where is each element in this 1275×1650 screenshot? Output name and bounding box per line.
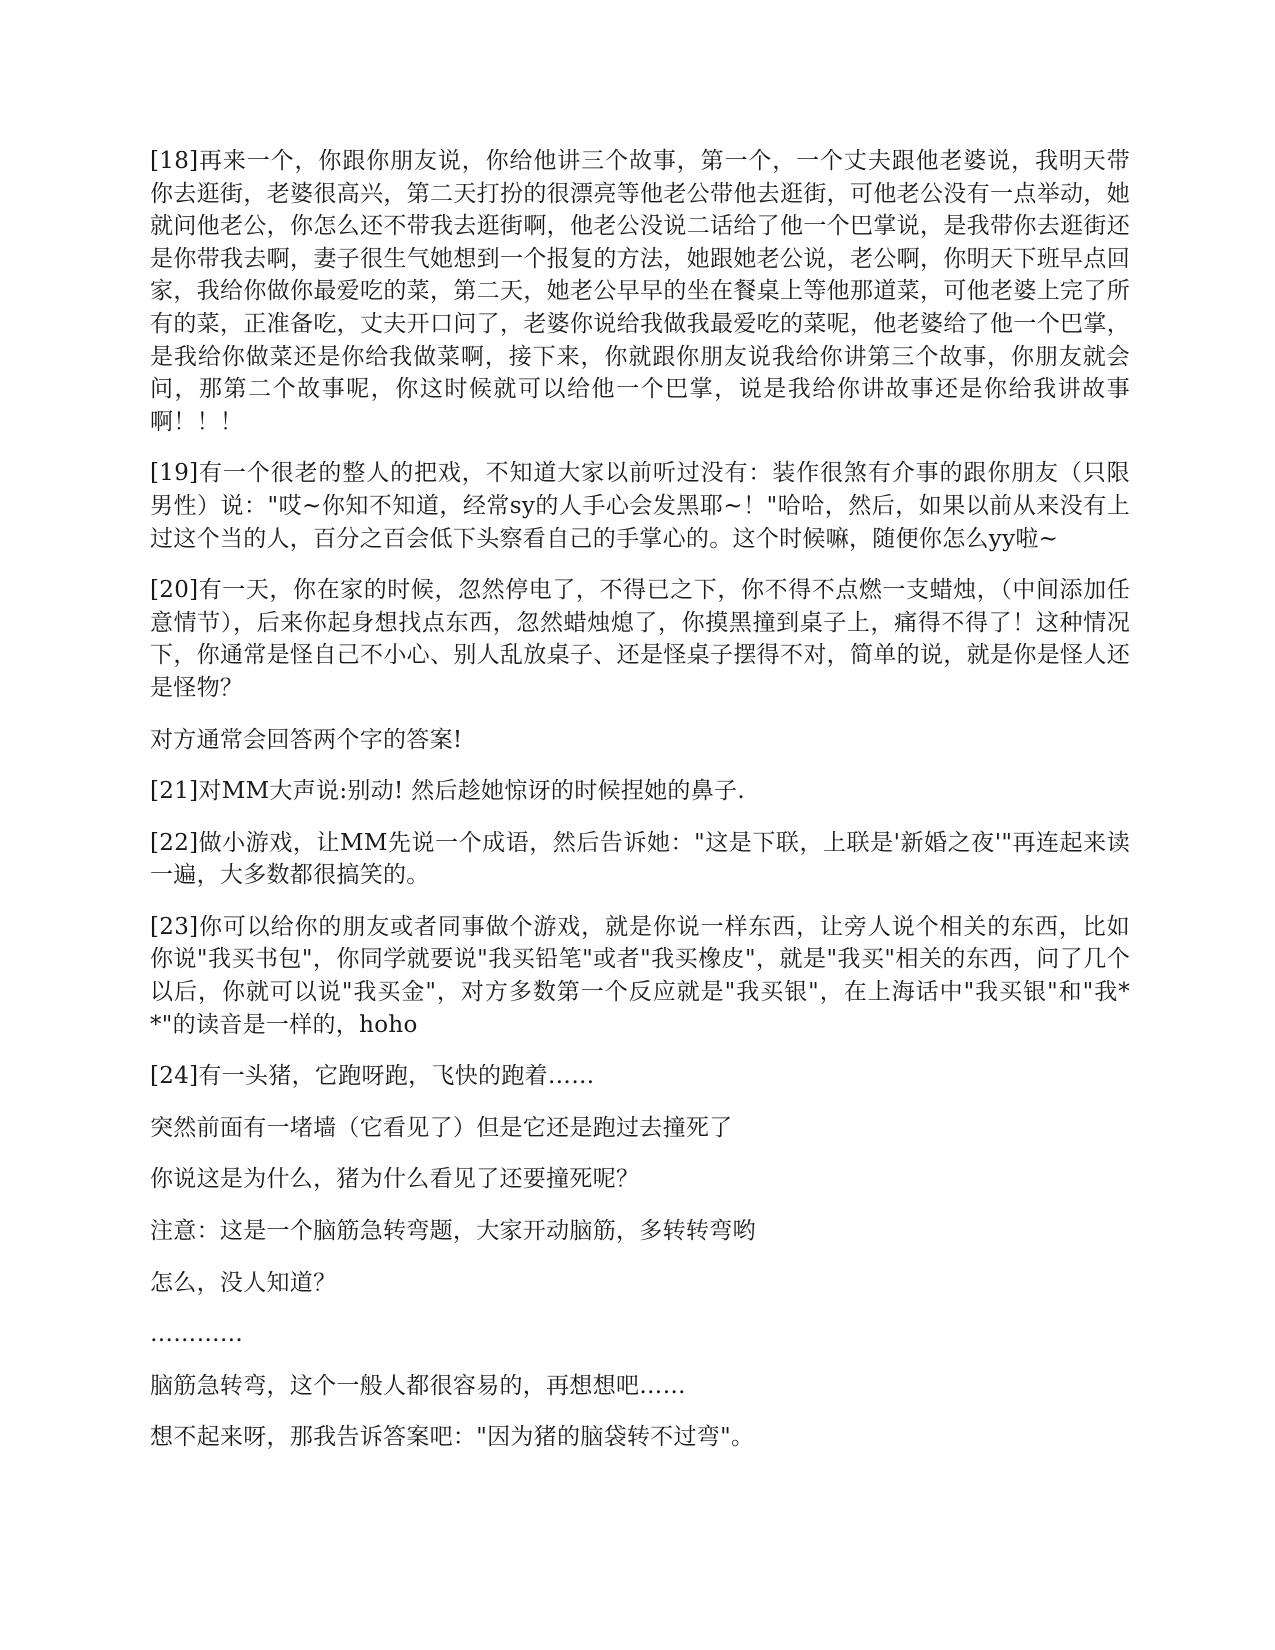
paragraph-24: [24]有一头猪，它跑呀跑，飞快的跑着…… <box>150 1063 595 1090</box>
paragraph-20: [20]有一天，你在家的时候，忽然停电了，不得已之下，你不得不点燃一支蜡烛，（中间添加任意情节），后来你起身想找点东西，忽然蜡烛熄了，你摸黑撞到桌子上，痛得不得了！这种情况下，你通常是怪自己不小心、别人乱放桌子、还是怪桌子摆得不对，简单的说，就是你是怪人还是怪物？ <box>150 577 1130 701</box>
paragraph-24-answer: 想不起来呀，那我告诉答案吧："因为猪的脑袋转不过弯"。 <box>150 1424 755 1451</box>
paragraph-18: [18]再来一个，你跟你朋友说，你给他讲三个故事，第一个，一个丈夫跟他老婆说，我明天带你去逛街，老婆很高兴，第二天打扮的很漂亮等他老公带他去逛街，可他老公没有一点举动，她就问他老公，你怎么还不带我去逛街啊，他老公没说二话给了他一个巴掌说，是我带你去逛街还是你带我去啊，妻子很生气她想到一个报复的方法，她跟她老公说，老公啊，你明天下班早点回家，我给你做你最爱吃的菜，第二天，她老公早早的坐在餐桌上等他那道菜，可他老婆上完了所有的菜，正准备吃，丈夫开口问了，老婆你说给我做我最爱吃的菜呢，他老婆给了他一个巴掌，是我给你做菜还是你给我做菜啊，接下来，你就跟你朋友说我给你讲第三个故事，你朋友就会问，那第二个故事呢，你这时候就可以给他一个巴掌，说是我给你讲故事还是你给我讲故事啊！！！ <box>150 148 1130 435</box>
paragraph-23: [23]你可以给你的朋友或者同事做个游戏，就是你说一样东西，让旁人说个相关的东西，比如你说"我买书包"，你同学就要说"我买铅笔"或者"我买橡皮"，就是"我买"相关的东西，问了几个以后，你就可以说"我买金"，对方多数第一个反应就是"我买银"，在上海话中"我买银"和"我**"的读音是一样的，hoho <box>150 913 1130 1038</box>
paragraph-24-line-2: 突然前面有一堵墙（它看见了）但是它还是跑过去撞死了 <box>150 1114 733 1141</box>
paragraph-24-line-3: 你说这是为什么，猪为什么看见了还要撞死呢？ <box>150 1166 640 1193</box>
paragraph-19: [19]有一个很老的整人的把戏，不知道大家以前听过没有：装作很煞有介事的跟你朋友（只限男性）说："哎~你知不知道，经常sy的人手心会发黑耶~！"哈哈，然后，如果以前从来没有上过这个当的人，百分之百会低下头察看自己的手掌心的。这个时候嘛，随便你怎么yy啦~ <box>150 460 1130 552</box>
paragraph-20-answer-hint: 对方通常会回答两个字的答案! <box>150 726 463 753</box>
paragraph-24-line-5: 怎么，没人知道？ <box>150 1269 337 1296</box>
paragraph-22: [22]做小游戏，让MM先说一个成语，然后告诉她："这是下联，上联是'新婚之夜'"再连起来读一遍，大多数都很搞笑的。 <box>150 829 1130 889</box>
paragraph-24-line-7: 脑筋急转弯，这个一般人都很容易的，再想想吧…… <box>150 1372 686 1399</box>
document-page <box>150 145 1130 1473</box>
paragraph-21: [21]对MM大声说:别动! 然后趁她惊讶的时候捏她的鼻子. <box>150 778 745 805</box>
paragraph-24-ellipsis: ………… <box>150 1321 244 1348</box>
paragraph-24-line-4: 注意：这是一个脑筋急转弯题，大家开动脑筋，多转转弯哟 <box>150 1218 756 1245</box>
